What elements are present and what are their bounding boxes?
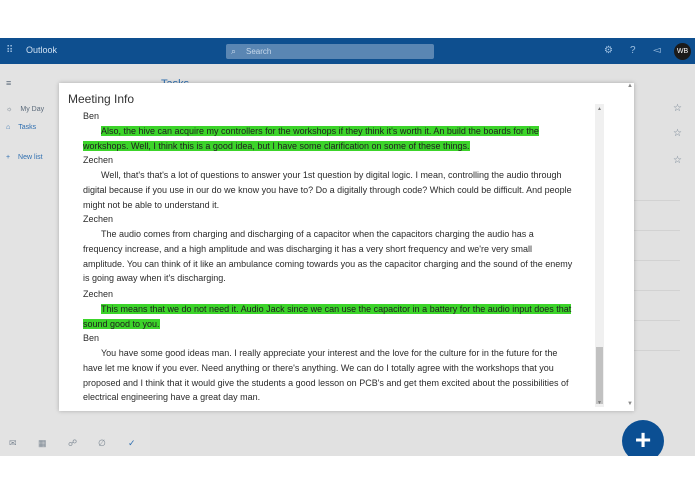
- home-icon: ⌂: [6, 124, 11, 131]
- search-placeholder: Search: [246, 47, 272, 56]
- people-icon[interactable]: ☍: [68, 438, 78, 448]
- star-icon[interactable]: ☆: [673, 128, 682, 139]
- megaphone-icon[interactable]: ◅: [653, 45, 661, 56]
- help-icon[interactable]: ?: [630, 45, 636, 56]
- mail-icon[interactable]: ✉: [9, 438, 17, 448]
- transcript-entry: You have some good ideas man. I really appreciate your interest and the love for the culture for in the future for the have let me know if you ever. Need anything or there's anything. We can do I totally agree with the workshops that you proposed and I think that it would give the students a good lesson on PCB's and get them excited about the possibilities of electrical engineering have a great day man.: [83, 348, 569, 403]
- speaker-name: Zechen: [83, 214, 114, 224]
- star-icon[interactable]: ☆: [673, 155, 682, 166]
- transcript-panel[interactable]: [83, 104, 593, 407]
- highlighted-text: This means that we do not need it. Audio Jack since we can use the capacitor in a battery for the audio input does that sound good to you.: [83, 304, 572, 329]
- app-launcher-icon[interactable]: ⠿: [6, 45, 14, 56]
- highlighted-text: Also, the hive can acquire my controllers for the workshops if they think it's worth it. An build the boards for the workshops. Well, I think this is a good idea, but I have some clarification on some of these things.: [83, 126, 539, 151]
- sidebar-item-my-day[interactable]: [6, 106, 44, 113]
- transcript-entry: The audio comes from charging and discharging of a capacitor when the capacitors charging the audio has a frequency increase, and a high amplitude and was discharging it has a very short frequency and we're very small amplitude. You can think of it like an ambulance coming towards you as the capacitor charging and the sound of the enemy is going away when it's discharging.: [83, 229, 573, 284]
- speaker-name: Zechen: [83, 289, 114, 299]
- sidebar-item-new-list[interactable]: [6, 154, 43, 161]
- plus-icon: +: [6, 154, 11, 161]
- calendar-icon[interactable]: ▦: [38, 438, 47, 448]
- attachment-icon[interactable]: ∅: [98, 438, 106, 448]
- add-task-button[interactable]: [622, 420, 664, 456]
- scrollbar-thumb[interactable]: [596, 347, 603, 404]
- tasks-icon[interactable]: ✓: [128, 438, 136, 448]
- dialog-scrollbar[interactable]: [626, 83, 634, 411]
- meeting-info-dialog: [59, 83, 634, 411]
- clipped-text-line: [83, 104, 483, 107]
- scroll-up-icon[interactable]: ▲: [627, 83, 633, 89]
- search-box[interactable]: [226, 44, 434, 59]
- hamburger-icon[interactable]: ≡: [6, 78, 12, 88]
- sidebar-item-label: Tasks: [18, 124, 37, 131]
- search-icon: ⌕: [231, 46, 237, 56]
- sidebar-item-tasks[interactable]: [6, 124, 36, 131]
- avatar[interactable]: WB: [674, 43, 691, 60]
- transcript-entry: [83, 124, 575, 154]
- transcript-scrollbar[interactable]: [595, 104, 604, 407]
- dialog-title: Meeting Info: [68, 92, 135, 106]
- sun-icon: ☼: [6, 106, 13, 113]
- scroll-down-icon[interactable]: ▼: [627, 401, 633, 407]
- transcript-entry: Well, that's that's a lot of questions to answer your 1st question by digital logic. I mean, controlling the audio through digital because if you use in our do we know you have to? Do a digitally through code? Which could be difficult. And people might not be able to understand it.: [83, 170, 572, 210]
- speaker-name: Ben: [83, 111, 100, 121]
- top-bar: [0, 38, 695, 64]
- gear-icon[interactable]: ⚙: [604, 45, 613, 56]
- scroll-up-icon[interactable]: ▲: [597, 106, 602, 112]
- plus-icon: +: [634, 424, 652, 455]
- speaker-name: Ben: [83, 333, 100, 343]
- transcript-entry: [83, 302, 575, 332]
- app-name[interactable]: Outlook: [26, 45, 58, 55]
- sidebar-item-label: New list: [18, 154, 43, 161]
- speaker-name: Zechen: [83, 155, 114, 165]
- sidebar-item-label: My Day: [20, 106, 45, 113]
- scroll-down-icon[interactable]: ▼: [597, 400, 602, 406]
- star-icon[interactable]: ☆: [673, 103, 682, 114]
